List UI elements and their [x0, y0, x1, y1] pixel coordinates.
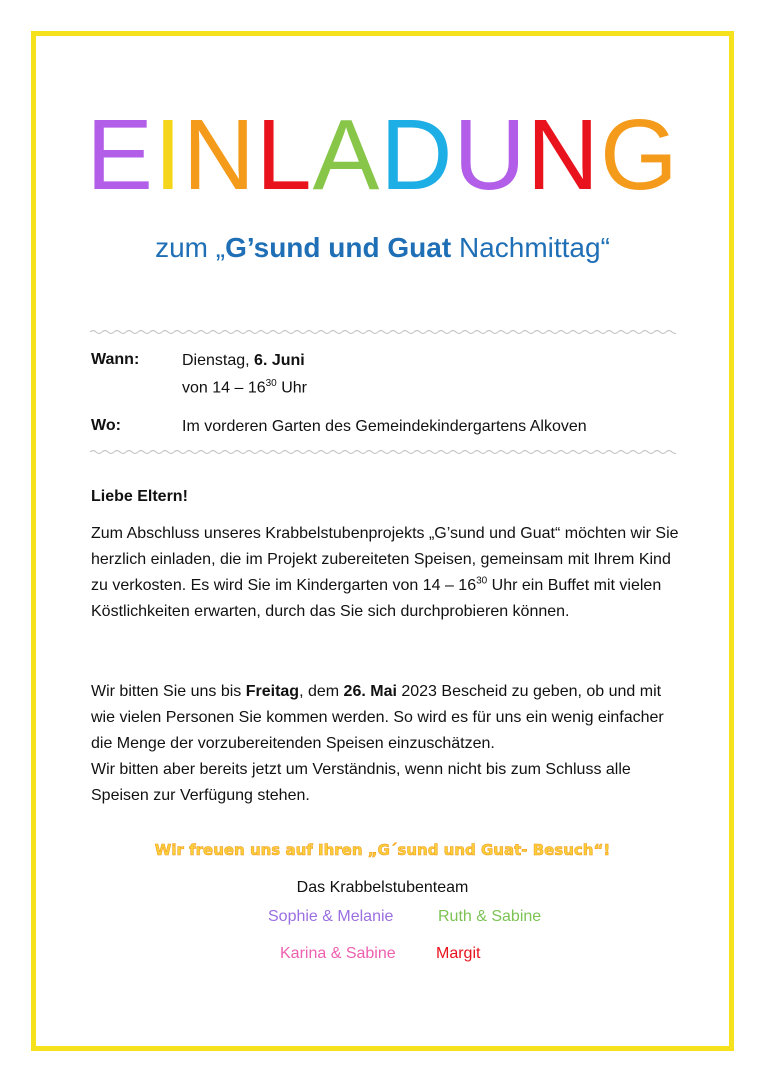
closing-line: Wir freuen uns auf Ihren „G´sund und Guat- Besuch“!: [154, 841, 611, 859]
where-value: Im vorderen Garten des Gemeindekindergartens Alkoven: [182, 418, 587, 435]
when-label: Wann:: [91, 351, 140, 368]
paragraph-2-text: , dem: [299, 683, 344, 700]
paragraph-1-sup: 30: [476, 575, 488, 587]
team-name: Margit: [436, 945, 481, 962]
when-value: [182, 349, 307, 399]
title-letter: I: [153, 99, 183, 211]
title-letter: A: [312, 99, 381, 211]
team-name: Sophie & Melanie: [268, 908, 394, 925]
paragraph-3: Wir bitten aber bereits jetzt um Verständnis, wenn nicht bis zum Schluss alle Speisen zur Verfügung stehen.: [91, 761, 631, 804]
title-letter: N: [182, 99, 256, 211]
title-letter: L: [255, 99, 313, 211]
paragraph-1-text: Zum Abschluss unseres Krabbelstubenprojekts „G’sund und Guat“ möchten wir Sie herzlich einladen, die im Projekt zubereiteten Speisen, gemeinsam mit Ihrem Kind zu verkosten. Es wird Sie im Kindergarten von 14 – 16: [91, 525, 679, 594]
divider-top: [90, 328, 676, 336]
deadline-weekday: Freitag: [245, 683, 300, 700]
paragraph-1: [91, 521, 681, 625]
when-day: Dienstag,: [182, 352, 255, 369]
greeting: Liebe Eltern!: [91, 488, 188, 505]
where-label: Wo:: [91, 417, 121, 434]
paragraph-1-text-end: Uhr ein Buffet mit vielen Köstlichkeiten erwarten, durch das Sie sich durchprobieren können.: [91, 577, 662, 620]
when-date: 6. Juni: [254, 352, 305, 369]
team-name: Ruth & Sabine: [438, 908, 542, 925]
title-letter: G: [599, 99, 679, 211]
divider-bottom: [90, 448, 676, 456]
title-letter: N: [526, 99, 600, 211]
event-subtitle: [0, 232, 765, 264]
paragraph-2-text: Wir bitten Sie uns bis: [91, 683, 246, 700]
invitation-title: [0, 100, 765, 210]
team-heading: Das Krabbelstubenteam: [296, 879, 469, 896]
subtitle-event-name: G’sund und Guat: [225, 232, 452, 263]
paragraph-2-text: 2023 Bescheid zu geben, ob und mit wie vielen Personen Sie kommen werden. So wird es für uns ein wenig einfacher die Menge der vorzubereitenden Speisen einzuschätzen.: [91, 683, 664, 752]
paragraph-2: [91, 679, 681, 809]
subtitle-prefix: zum „: [155, 232, 226, 263]
title-letter: D: [380, 99, 454, 211]
subtitle-suffix: Nachmittag“: [451, 232, 610, 263]
when-time: von 14 – 16: [182, 379, 266, 397]
when-time-sup: 30: [265, 378, 277, 389]
team-name: Karina & Sabine: [280, 945, 396, 962]
title-letter: U: [453, 99, 527, 211]
when-time-suffix: Uhr: [276, 379, 307, 397]
title-letter: E: [86, 99, 154, 211]
deadline-date: 26. Mai: [343, 683, 397, 700]
